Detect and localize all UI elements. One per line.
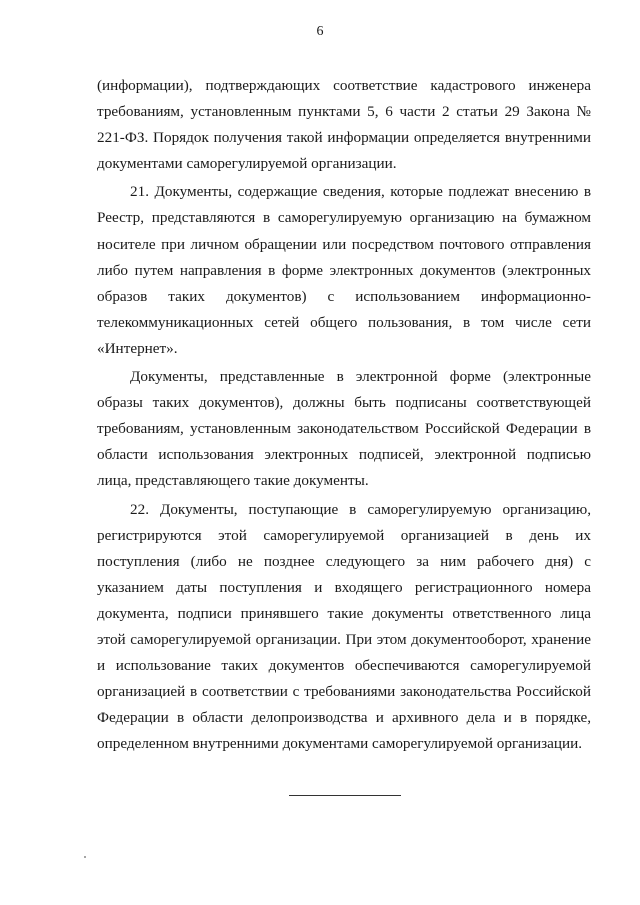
paragraph-item-21-signature: Документы, представленные в электронной форме (электронные образы таких документов), должны быть подписаны соответствующей требованиям, установленным законодательством Российской Федерации в области использования электронных подписей, электронной подписью лица, представляющего такие документы. xyxy=(97,368,591,490)
document-body xyxy=(97,73,591,757)
scan-speck xyxy=(84,856,86,858)
paragraph-continuation: (информации), подтверждающих соответствие кадастрового инженера требованиям, установленным пунктами 5, 6 части 2 статьи 29 Закона № 221-ФЗ. Порядок получения такой информации определяется внутренними документами саморегулируемой организации. xyxy=(97,77,591,173)
paragraph-item-21: 21. Документы, содержащие сведения, которые подлежат внесению в Реестр, представляются в саморегулируемую организацию на бумажном носителе при личном обращении или посредством почтового отправления либо путем направления в форме электронных документов (электронных образов таких документов) с использованием информационно-телекоммуникационных сетей общего пользования, в том числе сети «Интернет». xyxy=(97,183,591,357)
page-number: 6 xyxy=(316,24,324,39)
paragraph-item-22: 22. Документы, поступающие в саморегулируемую организацию, регистрируются этой саморегулируемой организацией в день их поступления (либо не позднее следующего за ним рабочего дня) с указанием даты поступления и входящего регистрационного номера документа, подписи принявшего такие документы ответственного лица этой саморегулируемой организации. При этом документооборот, хранение и использование таких документов обеспечиваются саморегулируемой организацией в соответствии с требованиями законодательства Российской Федерации в области делопроизводства и архивного дела и в порядке, определенном внутренними документами саморегулируемой организации. xyxy=(97,500,591,753)
end-of-text-rule xyxy=(289,795,401,796)
